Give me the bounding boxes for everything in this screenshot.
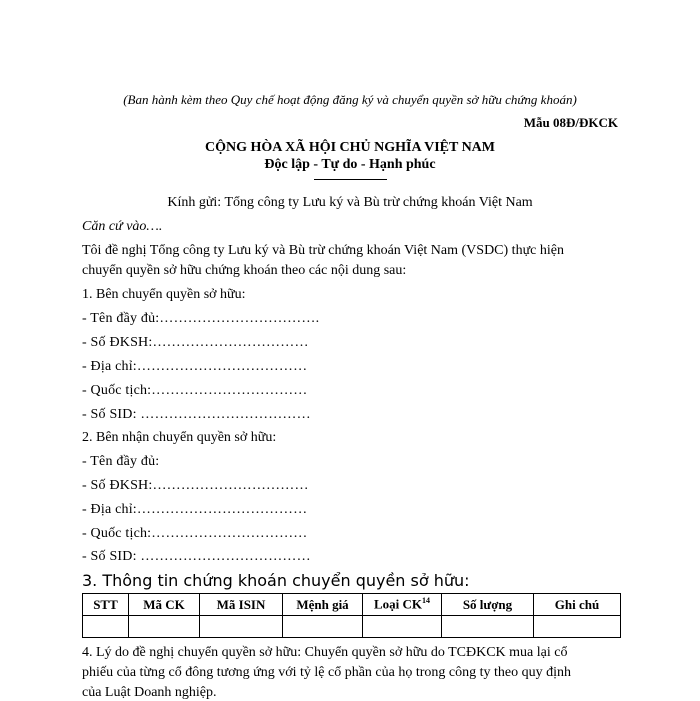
transferor-heading: 1. Bên chuyển quyền sở hữu: [82,287,246,302]
motto-underline [314,179,387,180]
transferor-nationality: - Quốc tịch:…………………………… [82,383,308,398]
nation-title: CỘNG HÒA XÃ HỘI CHỦ NGHĨA VIỆT NAM [204,140,495,155]
col-header-quantity: Số lượng [442,594,534,616]
table-header-row [83,594,621,616]
table-cell [283,616,363,638]
securities-table [82,593,621,638]
table-cell [442,616,534,638]
transferee-nationality: - Quốc tịch:…………………………… [82,526,308,541]
reason-line-1: 4. Lý do đề nghị chuyển quyền sở hữu: Chuyển quyền sở hữu do TCĐKCK mua lại cổ [82,645,568,660]
transferee-full-name: - Tên đầy đủ: [82,454,160,469]
table-cell [363,616,442,638]
transferee-registration-no: - Số ĐKSH:…………………………… [82,478,309,493]
request-line-2: chuyển quyền sở hữu chứng khoán theo các nội dung sau: [82,263,407,278]
issued-note: (Ban hành kèm theo Quy chế hoạt động đăng ký và chuyển quyền sở hữu chứng khoán) [123,92,577,107]
col-header-par-value: Mệnh giá [283,594,363,616]
security-type-label: Loại CK [373,596,423,612]
transferor-address: - Địa chỉ:……………………………… [82,359,308,374]
reason-line-2: phiếu của từng cổ đông tương ứng với tỷ lệ cổ phần của họ trong công ty theo quy định [82,665,571,680]
col-header-notes: Ghi chú [534,594,621,616]
securities-heading: 3. Thông tin chứng khoán chuyển quyền sở hữu: [82,571,470,590]
transferor-full-name: - Tên đầy đủ:……………………………. [82,311,320,326]
col-header-isin: Mã ISIN [200,594,283,616]
table-cell [200,616,283,638]
greeting: Kính gửi: Tổng công ty Lưu ký và Bù trừ chứng khoán Việt Nam [167,195,533,210]
table-row [83,616,621,638]
table-cell [129,616,200,638]
transferor-registration-no: - Số ĐKSH:…………………………… [82,335,309,350]
table-cell [83,616,129,638]
transferee-address: - Địa chỉ:……………………………… [82,502,308,517]
transferee-sid: - Số SID: ……………………………… [82,549,311,564]
col-header-security-type [363,594,442,616]
basis-line: Căn cứ vào…. [82,219,163,234]
table-cell [534,616,621,638]
footnote-mark: 14 [422,596,431,606]
transferee-heading: 2. Bên nhận chuyển quyền sở hữu: [82,430,277,445]
transferor-sid: - Số SID: ……………………………… [82,407,311,422]
motto: Độc lập - Tự do - Hạnh phúc [264,157,436,172]
reason-line-3: của Luật Doanh nghiệp. [82,685,217,700]
request-line-1: Tôi đề nghị Tổng công ty Lưu ký và Bù trừ chứng khoán Việt Nam (VSDC) thực hiện [82,243,564,258]
col-header-stt: STT [83,594,129,616]
form-code: Mẫu 08Đ/ĐKCK [523,115,618,130]
col-header-ticker: Mã CK [129,594,200,616]
